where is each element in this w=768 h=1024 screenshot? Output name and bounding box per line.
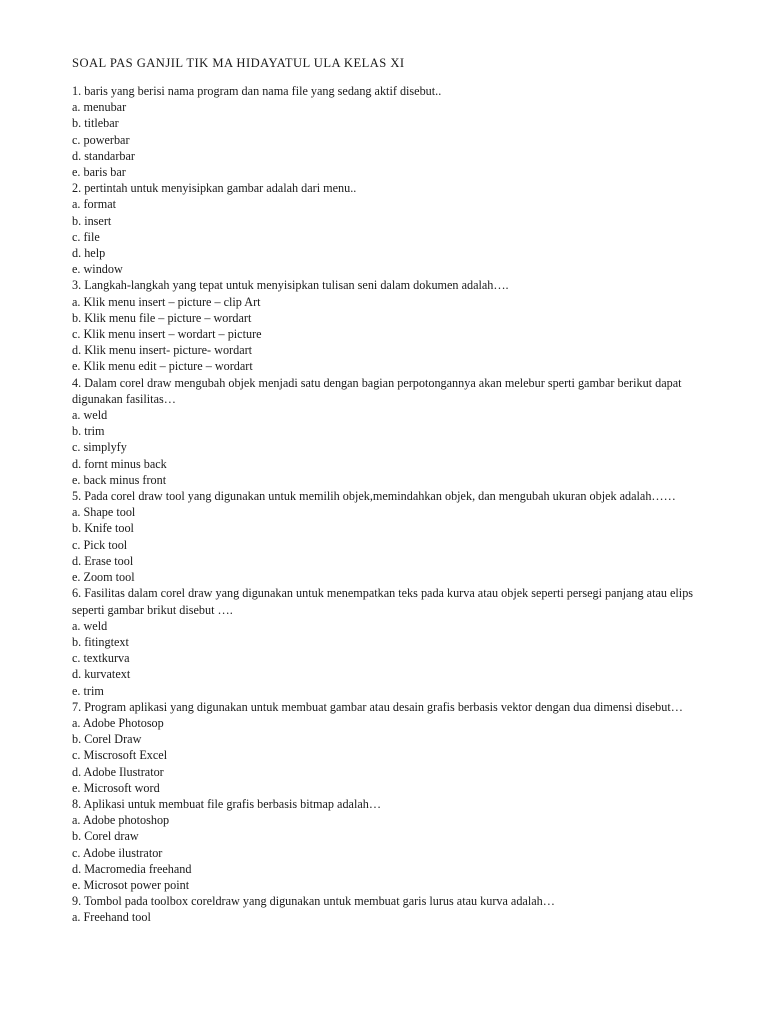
answer-option: c. powerbar — [72, 132, 130, 147]
question-text: 6. Fasilitas dalam corel draw yang digunakan untuk menempatkan teks pada kurva atau objek seperti persegi panjang atau elips seperti gambar brikut disebut …. — [72, 586, 694, 617]
question-block — [72, 180, 698, 277]
question-block — [72, 83, 698, 180]
answer-option: b. fitingtext — [72, 634, 129, 649]
question-block — [72, 488, 698, 585]
answer-option: b. trim — [72, 424, 105, 439]
question-text: 5. Pada corel draw tool yang digunakan untuk memilih objek,memindahkan objek, dan mengubah ukuran objek adalah…… — [72, 489, 676, 504]
answer-option: e. back minus front — [72, 472, 167, 487]
question-block — [72, 277, 698, 374]
answer-option: d. fornt minus back — [72, 456, 167, 471]
answer-option: a. menubar — [72, 100, 127, 115]
document-title: SOAL PAS GANJIL TIK MA HIDAYATUL ULA KELAS XI — [72, 56, 405, 70]
answer-option: a. Adobe photoshop — [72, 813, 170, 828]
answer-option: e. trim — [72, 683, 104, 698]
answer-option: a. weld — [72, 618, 108, 633]
answer-option: b. titlebar — [72, 116, 119, 131]
answer-option: d. help — [72, 246, 106, 261]
answer-option: e. Zoom tool — [72, 570, 135, 585]
question-block — [72, 796, 698, 893]
answer-option: c. textkurva — [72, 651, 130, 666]
answer-option: d. Adobe Ilustrator — [72, 764, 164, 779]
question-list — [72, 83, 698, 926]
answer-option: c. simplyfy — [72, 440, 127, 455]
question-text: 9. Tombol pada toolbox coreldraw yang digunakan untuk membuat garis lurus atau kurva adalah… — [72, 894, 555, 909]
question-block — [72, 585, 698, 698]
answer-option: e. Klik menu edit – picture – wordart — [72, 359, 253, 374]
question-text: 3. Langkah-langkah yang tepat untuk menyisipkan tulisan seni dalam dokumen adalah…. — [72, 278, 509, 293]
answer-option: c. Adobe ilustrator — [72, 845, 163, 860]
answer-option: b. Corel Draw — [72, 732, 142, 747]
answer-option: a. Adobe Photosop — [72, 715, 164, 730]
question-block — [72, 375, 698, 488]
answer-option: a. Shape tool — [72, 505, 136, 520]
question-text: 7. Program aplikasi yang digunakan untuk membuat gambar atau desain grafis berbasis vektor dengan dua dimensi disebut… — [72, 699, 683, 714]
answer-option: a. Freehand tool — [72, 910, 151, 925]
answer-option: a. Klik menu insert – picture – clip Art — [72, 294, 261, 309]
question-text: 1. baris yang berisi nama program dan nama file yang sedang aktif disebut.. — [72, 84, 442, 98]
question-text: 8. Aplikasi untuk membuat file grafis berbasis bitmap adalah… — [72, 796, 382, 811]
answer-option: d. standarbar — [72, 148, 135, 163]
answer-option: d. Macromedia freehand — [72, 861, 192, 876]
question-text: 2. pertintah untuk menyisipkan gambar adalah dari menu.. — [72, 181, 357, 196]
answer-option: c. Pick tool — [72, 537, 128, 552]
answer-option: e. Microsoft word — [72, 780, 160, 795]
answer-option: d. kurvatext — [72, 667, 131, 682]
question-block — [72, 893, 698, 925]
answer-option: a. weld — [72, 408, 108, 423]
answer-option: d. Klik menu insert- picture- wordart — [72, 343, 253, 358]
answer-option: c. file — [72, 229, 100, 244]
answer-option: c. Miscrosoft Excel — [72, 748, 168, 763]
answer-option: e. baris bar — [72, 165, 126, 180]
answer-option: b. Knife tool — [72, 521, 134, 536]
question-text: 4. Dalam corel draw mengubah objek menjadi satu dengan bagian perpotongannya akan melebur sperti gambar berikut dapat digunakan fasilitas… — [72, 375, 682, 406]
answer-option: d. Erase tool — [72, 553, 134, 568]
answer-option: b. Corel draw — [72, 829, 139, 844]
answer-option: b. Klik menu file – picture – wordart — [72, 310, 252, 325]
answer-option: c. Klik menu insert – wordart – picture — [72, 327, 262, 342]
answer-option: e. window — [72, 262, 123, 277]
question-block — [72, 699, 698, 796]
answer-option: e. Microsot power point — [72, 877, 190, 892]
answer-option: a. format — [72, 197, 116, 212]
answer-option: b. insert — [72, 213, 112, 228]
